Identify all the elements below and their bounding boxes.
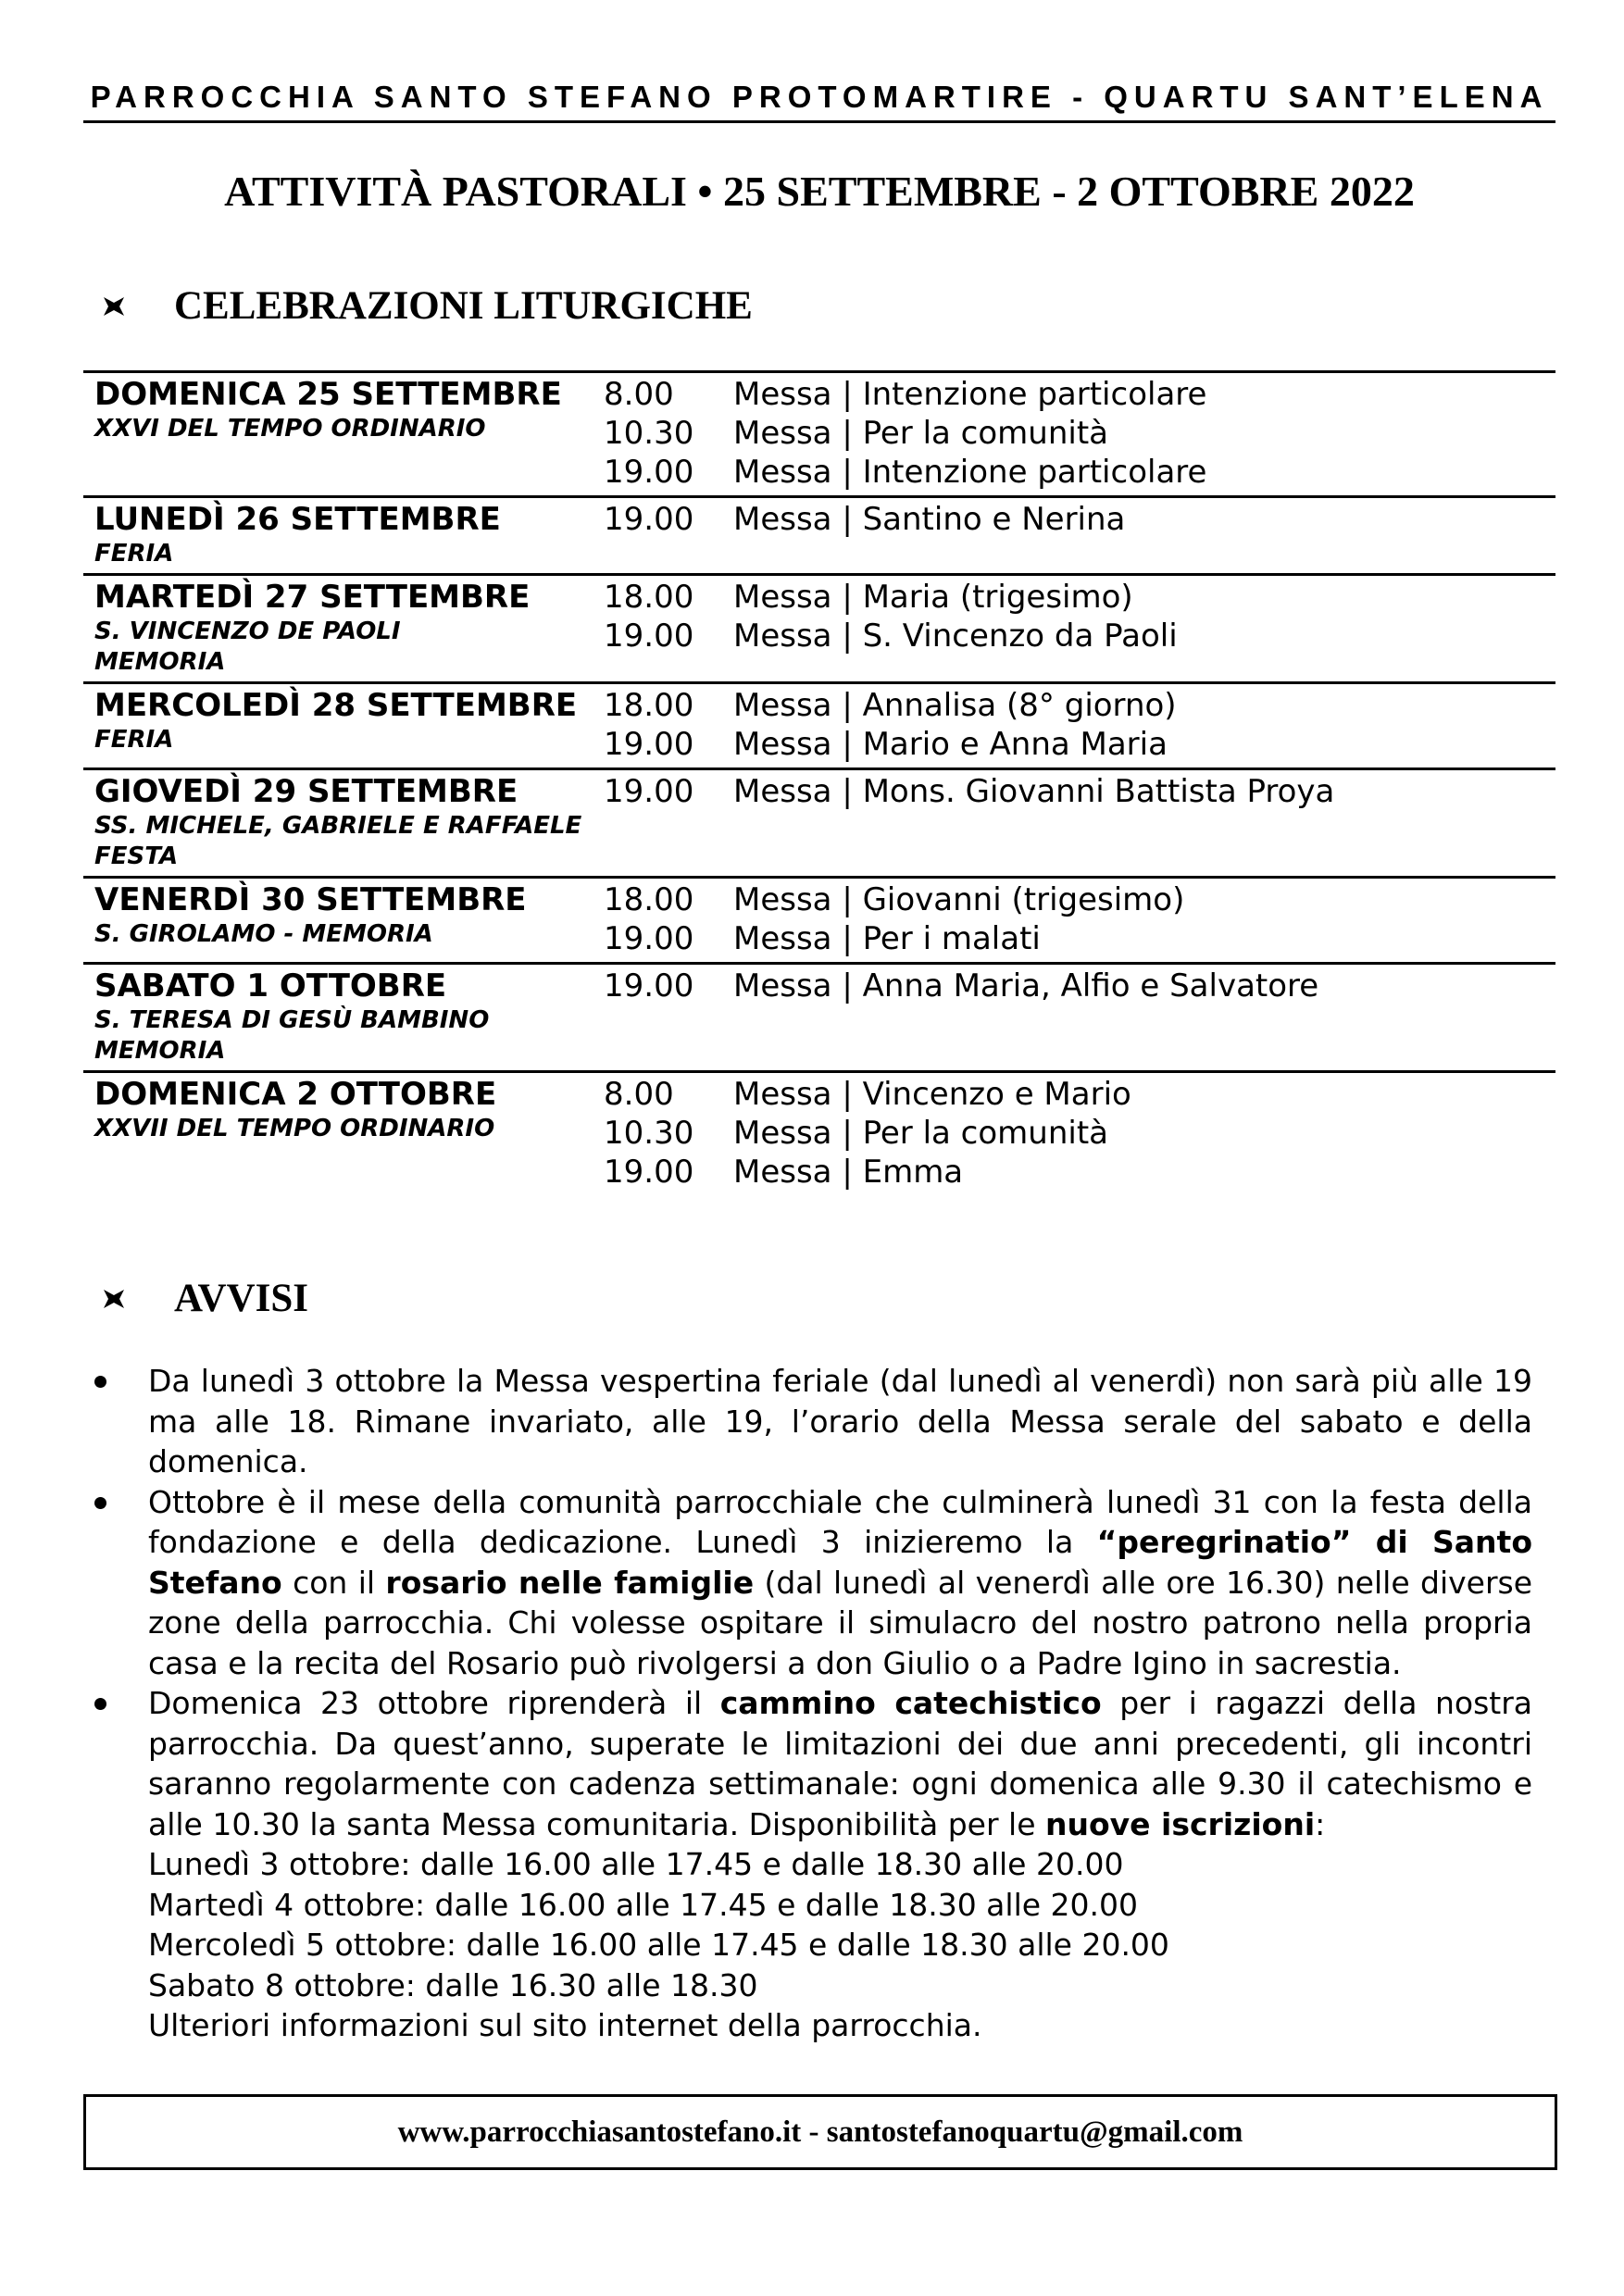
schedule-table bbox=[83, 370, 1555, 1195]
mass-entry bbox=[604, 1114, 1555, 1153]
mass-entry bbox=[604, 1153, 1555, 1192]
mass-intention: Messa | Intenzione particolare bbox=[733, 454, 1207, 491]
mass-intention: Messa | Per la comunità bbox=[733, 1115, 1108, 1152]
section-celebrations bbox=[102, 283, 753, 329]
mass-entry bbox=[604, 617, 1555, 655]
day-name: MERCOLEDÌ 28 SETTEMBRE bbox=[94, 687, 578, 724]
day-cell bbox=[83, 769, 604, 878]
mass-intention: Messa | Intenzione particolare bbox=[733, 376, 1207, 413]
mass-cell bbox=[604, 497, 1555, 575]
section-title: AVVISI bbox=[174, 1277, 308, 1320]
notice-highlight: cammino catechistico bbox=[719, 1685, 1102, 1721]
mass-intention: Messa | Per la comunità bbox=[733, 415, 1108, 452]
notice-text bbox=[148, 1685, 1532, 1842]
footer-contacts-text: www.parrocchiasantostefano.it - santostefanoquartu@gmail.com bbox=[397, 2115, 1243, 2149]
mass-time: 18.00 bbox=[604, 687, 694, 724]
liturgical-note: MEMORIA bbox=[94, 648, 226, 676]
schedule-row bbox=[83, 769, 1555, 878]
mass-cell bbox=[604, 683, 1555, 769]
mass-entry bbox=[604, 919, 1555, 958]
section-notices bbox=[102, 1276, 308, 1321]
page-title: ATTIVITÀ PASTORALI • 25 SETTEMBRE - 2 OTTOBRE 2022 bbox=[224, 168, 1415, 215]
day-name: VENERDÌ 30 SETTEMBRE bbox=[94, 881, 527, 918]
mass-cell bbox=[604, 964, 1555, 1072]
notice-item bbox=[93, 1683, 1532, 2046]
mass-intention: Messa | Emma bbox=[733, 1154, 964, 1191]
notice-highlight: “peregrinatio” di Santo Stefano bbox=[148, 1524, 1532, 1601]
mass-time: 19.00 bbox=[604, 726, 694, 763]
notice-text bbox=[148, 1484, 1532, 1681]
day-cell bbox=[83, 372, 604, 497]
mass-entry bbox=[604, 967, 1555, 1005]
schedule-row bbox=[83, 497, 1555, 575]
day-cell bbox=[83, 575, 604, 683]
liturgical-note: S. GIROLAMO - MEMORIA bbox=[94, 920, 433, 948]
notice-text bbox=[148, 1363, 1532, 1479]
star-icon bbox=[102, 294, 126, 318]
enrollment-line: Mercoledì 5 ottobre: dalle 16.00 alle 17.45 e dalle 18.30 alle 20.00 bbox=[148, 1927, 1169, 1963]
day-cell bbox=[83, 964, 604, 1072]
mass-entry bbox=[604, 375, 1555, 414]
footer-contacts bbox=[83, 2094, 1557, 2170]
mass-cell bbox=[604, 878, 1555, 964]
notice-item bbox=[93, 1361, 1532, 1482]
notice-item bbox=[93, 1482, 1532, 1684]
notice-highlight: nuove iscrizioni bbox=[1045, 1805, 1316, 1842]
mass-intention: Messa | Per i malati bbox=[733, 920, 1041, 957]
mass-entry bbox=[604, 500, 1555, 539]
mass-entry bbox=[604, 686, 1555, 725]
mass-intention: Messa | S. Vincenzo da Paoli bbox=[733, 618, 1178, 655]
day-name: MARTEDÌ 27 SETTEMBRE bbox=[94, 579, 531, 616]
mass-entry bbox=[604, 880, 1555, 919]
schedule-row bbox=[83, 1072, 1555, 1196]
mass-time: 18.00 bbox=[604, 579, 694, 616]
liturgical-note: XXVII DEL TEMPO ORDINARIO bbox=[94, 1115, 495, 1142]
mass-time: 19.00 bbox=[604, 773, 694, 810]
schedule-row bbox=[83, 683, 1555, 769]
schedule-row bbox=[83, 878, 1555, 964]
mass-entry bbox=[604, 414, 1555, 453]
mass-intention: Messa | Mario e Anna Maria bbox=[733, 726, 1168, 763]
day-name: GIOVEDÌ 29 SETTEMBRE bbox=[94, 773, 518, 810]
mass-intention: Messa | Vincenzo e Mario bbox=[733, 1076, 1131, 1113]
notice-segment: : bbox=[1315, 1805, 1326, 1842]
mass-intention: Messa | Santino e Nerina bbox=[733, 501, 1126, 538]
header-divider bbox=[83, 120, 1555, 123]
notice-segment: con il bbox=[281, 1564, 386, 1601]
liturgical-note: FERIA bbox=[94, 726, 174, 754]
section-title: CELEBRAZIONI LITURGICHE bbox=[174, 284, 753, 328]
notices-list bbox=[93, 1361, 1532, 2046]
liturgical-note: FESTA bbox=[94, 842, 179, 870]
mass-intention: Messa | Giovanni (trigesimo) bbox=[733, 881, 1185, 918]
liturgical-note: S. TERESA DI GESÙ BAMBINO bbox=[94, 1006, 490, 1034]
mass-time: 8.00 bbox=[604, 376, 674, 413]
schedule-row bbox=[83, 575, 1555, 683]
mass-time: 19.00 bbox=[604, 967, 694, 1004]
day-name: DOMENICA 25 SETTEMBRE bbox=[94, 376, 562, 413]
mass-entry bbox=[604, 772, 1555, 811]
notice-highlight: rosario nelle famiglie bbox=[385, 1564, 755, 1601]
day-cell bbox=[83, 1072, 604, 1196]
notice-segment: Ottobre è il mese della comunità parrocchiale che culminerà lunedì 31 con la festa della fondazione e della dedicazione. Lunedì 3 inizieremo la bbox=[148, 1483, 1532, 1560]
schedule-row bbox=[83, 372, 1555, 497]
star-icon bbox=[102, 1287, 126, 1311]
mass-intention: Messa | Mons. Giovanni Battista Proya bbox=[733, 773, 1335, 810]
mass-time: 19.00 bbox=[604, 618, 694, 655]
liturgical-note: SS. MICHELE, GABRIELE E RAFFAELE bbox=[94, 812, 582, 840]
mass-time: 10.30 bbox=[604, 1115, 694, 1152]
liturgical-note: XXVI DEL TEMPO ORDINARIO bbox=[94, 415, 486, 443]
mass-entry bbox=[604, 1075, 1555, 1114]
mass-time: 18.00 bbox=[604, 881, 694, 918]
schedule-row bbox=[83, 964, 1555, 1072]
mass-time: 19.00 bbox=[604, 454, 694, 491]
mass-time: 19.00 bbox=[604, 501, 694, 538]
notice-segment: Da lunedì 3 ottobre la Messa vespertina feriale (dal lunedì al venerdì) non sarà più alle 19 ma alle 18. Rimane invariato, alle 19, l’orario della Messa serale del sabato e della domenica. bbox=[148, 1363, 1532, 1479]
mass-cell bbox=[604, 575, 1555, 683]
day-name: DOMENICA 2 OTTOBRE bbox=[94, 1076, 497, 1113]
day-name: SABATO 1 OTTOBRE bbox=[94, 967, 447, 1004]
day-cell bbox=[83, 683, 604, 769]
notice-segment: per i ragazzi della nostra parrocchia. Da quest’anno, superate le limitazioni dei due anni precedenti, gli incontri saranno regolarmente con cadenza settimanale: ogni domenica alle 9.30 il catechismo e alle 10.30 la santa Messa comunitaria. Disponibilità per le bbox=[148, 1685, 1532, 1842]
notice-segment: Domenica 23 ottobre riprenderà il bbox=[148, 1685, 720, 1721]
parish-header: PARROCCHIA SANTO STEFANO PROTOMARTIRE - QUARTU SANT’ELENA bbox=[90, 80, 1549, 114]
liturgical-note: S. VINCENZO DE PAOLI bbox=[94, 618, 401, 645]
liturgical-note: MEMORIA bbox=[94, 1037, 226, 1065]
mass-entry bbox=[604, 578, 1555, 617]
mass-cell bbox=[604, 769, 1555, 878]
mass-intention: Messa | Anna Maria, Alfio e Salvatore bbox=[733, 967, 1319, 1004]
day-name: LUNEDÌ 26 SETTEMBRE bbox=[94, 501, 501, 538]
mass-entry bbox=[604, 453, 1555, 492]
day-cell bbox=[83, 878, 604, 964]
mass-cell bbox=[604, 1072, 1555, 1196]
mass-time: 19.00 bbox=[604, 1154, 694, 1191]
mass-cell bbox=[604, 372, 1555, 497]
mass-intention: Messa | Maria (trigesimo) bbox=[733, 579, 1133, 616]
mass-intention: Messa | Annalisa (8° giorno) bbox=[733, 687, 1177, 724]
mass-time: 8.00 bbox=[604, 1076, 674, 1113]
mass-entry bbox=[604, 725, 1555, 764]
mass-time: 19.00 bbox=[604, 920, 694, 957]
mass-time: 10.30 bbox=[604, 415, 694, 452]
enrollment-line: Lunedì 3 ottobre: dalle 16.00 alle 17.45 e dalle 18.30 alle 20.00 bbox=[148, 1846, 1124, 1882]
day-cell bbox=[83, 497, 604, 575]
notice-segment: (dal lunedì al venerdì alle ore 16.30) nelle diverse zone della parrocchia. Chi volesse ospitare il simulacro del nostro patrono nella propria casa e la recita del Rosario può rivolgersi a don Giulio o a Padre Igino in sacrestia. bbox=[148, 1564, 1533, 1681]
liturgical-note: FERIA bbox=[94, 540, 174, 568]
enrollment-line: Sabato 8 ottobre: dalle 16.30 alle 18.30 bbox=[148, 1966, 758, 2003]
enrollment-line: Martedì 4 ottobre: dalle 16.00 alle 17.45 e dalle 18.30 alle 20.00 bbox=[148, 1886, 1139, 1923]
enrollment-line: Ulteriori informazioni sul sito internet della parrocchia. bbox=[148, 2007, 982, 2043]
